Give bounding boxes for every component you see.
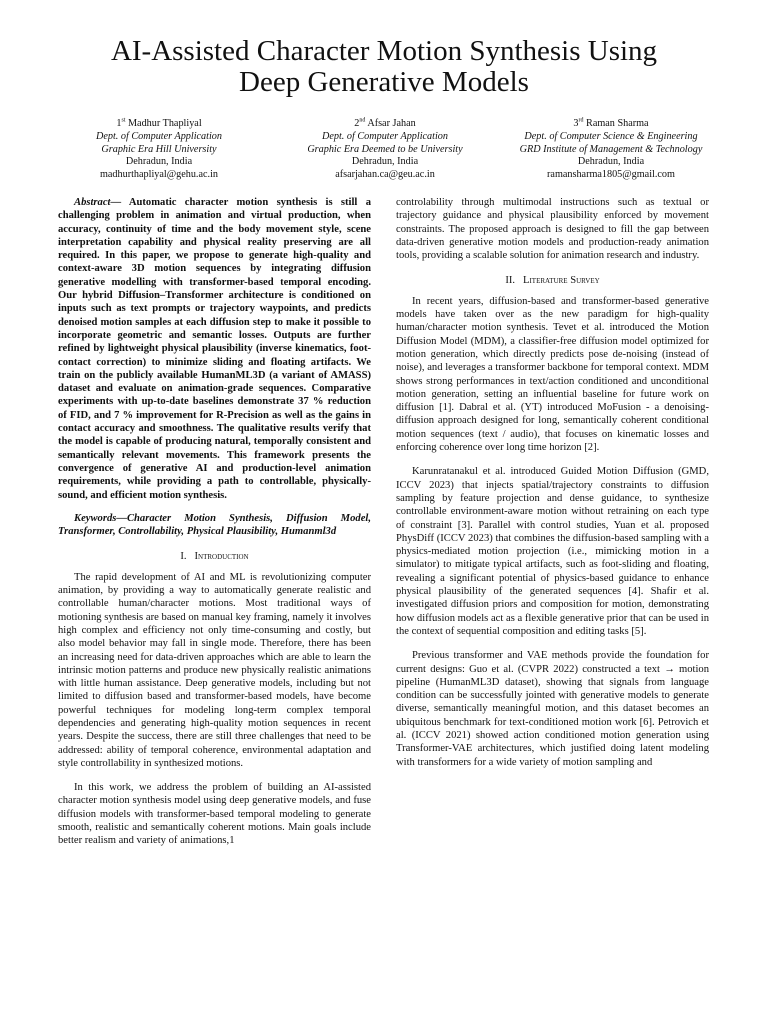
- left-column: [58, 196, 371, 848]
- author-block: [46, 118, 724, 182]
- section-heading-literature-survey: II. Literature Survey: [505, 275, 600, 287]
- right-column: [396, 196, 709, 769]
- intro-paragraph-continued: controlability through multimodal instructions such as textual or trajectory guidance and physical plausibility enforced by movement constraints. The proposed approach is designed to fill the gap between data-driven generative motion models and production-ready animation tools, providing a scalable solution for animation research and industry.: [396, 197, 709, 262]
- author-city: Dehradun, India: [125, 156, 193, 168]
- author-email: madhurthapliyal@gehu.ac.in: [99, 169, 218, 181]
- author-city: Dehradun, India: [351, 156, 419, 168]
- author-dept: Dept. of Computer Application: [321, 130, 448, 142]
- author-org: Graphic Era Hill University: [101, 143, 217, 155]
- title-line-2: Deep Generative Models: [239, 66, 529, 98]
- keywords: Keywords—Character Motion Synthesis, Diffusion Model, Transformer, Controllability, Physical Plausibility, Humanml3d: [58, 512, 371, 538]
- author-name: Madhur Thapliyal: [128, 118, 202, 129]
- intro-paragraph-2: In this work, we address the problem of building an AI-assisted character motion synthesis model using deep generative models, and fuse diffusion models with transformer-based temporal modeling to generate smooth, realistic and semantically coherent motions. Main goals include better realism and variety of animations,1: [58, 782, 371, 847]
- author-dept: Dept. of Computer Application: [95, 130, 222, 142]
- title-line-1: AI-Assisted Character Motion Synthesis Using: [110, 35, 658, 67]
- author-name: Raman Sharma: [586, 118, 649, 129]
- literature-paragraph-2: Karunratanakul et al. introduced Guided Motion Diffusion (GMD, ICCV 2023) that injects spatial/trajectory constraints to diffusion sampling by feature projection and dense guidance, to synthesize controllable environment-aware motion without retraining on each type of constraint [3]. Parallel with control studies, Yuan et al. proposed PhysDiff (ICCV 2023) that combines the diffusion-based sampling with a physics-mediated motion projection (i.e., mimicking motion in a simulator) to mitigate typical artifacts, such as foot-sliding and floating, revealing a significant potential of physics-based guidance to enhance physical plausibility of the generated sequences [4]. Shafir et al. investigated diffusion priors and composition for motion, demonstrating how diffusion models act as a flexible generative prior that can be used in the context of sequential composition and editing tasks [5].: [396, 466, 709, 637]
- author-name-line: 3rd Raman Sharma: [573, 117, 649, 129]
- literature-paragraph-1: In recent years, diffusion-based and transformer-based generative models have taken over as the new paradigm for high-quality human/character motion synthesis. Tevet et al. introduced the Motion Diffusion Model (MDM), a classifier-free diffusion model optimized for motion generation, which directly predicts pose de-noising (instead of noise), and leverages a transformer backbone for temporal context. MDM shows strong performances in text/action conditioned and unconditional motion generation, setting an influential baseline for future work on diffusion [1]. Dabral et al. (YT) introduced MoFusion - a denoising-diffusion approach designed for long, semantically coherent conditional motion sequences (text / audio), that focuses on kinematic losses and enforcing coherence over long time horizon [2].: [396, 295, 709, 454]
- author-1: [46, 118, 272, 182]
- author-name-line: 1st Madhur Thapliyal: [116, 117, 202, 129]
- author-org: GRD Institute of Management & Technology: [519, 143, 703, 155]
- author-name: Afsar Jahan: [367, 118, 416, 129]
- author-email: ramansharma1805@gmail.com: [547, 169, 675, 181]
- intro-paragraph-1: The rapid development of AI and ML is revolutionizing computer animation, by providing a way to automatically generate realistic and controllable human/character motions. Most traditional ways of motioning synthesis are based on manual key framing, namely it involves high complex and efficiency not only time-consuming and costly, but also model behavior may fall in single mode. Therefore, there has been an increasing need for data-driven approaches which are able to learn the intrinsic motion patterns and produce new physically realistic animations with little human assistance. Deep generative models, including but not limited to diffusion based and transformer-based models, have become powerful techniques for modeling long-term complex temporal dependencies and generating high-quality motion sequences in recent years. Despite the success, there are still three challenges that need to be addressed: ability of temporal coherence, environmental adaptation and style controllability in synthesized motions.: [58, 571, 371, 769]
- paper-title: [40, 36, 728, 98]
- author-email: afsarjahan.ca@geu.ac.in: [335, 169, 435, 181]
- author-name-line: 2nd Afsar Jahan: [354, 117, 416, 129]
- author-2: [272, 118, 498, 182]
- author-3: [498, 118, 724, 182]
- author-dept: Dept. of Computer Science & Engineering: [524, 130, 698, 142]
- literature-paragraph-3: Previous transformer and VAE methods provide the foundation for current designs: Guo et al. (CVPR 2022) constructed a text → motion pipeline (HumanML3D dataset), showing that signals from language condition can be successfully jointed with generative models to generate diverse, semantically meaningful motion, and this dataset becomes an ubiquitous benchmark for text-conditioned motion work [6]. Petrovich et al. (ICCV 2021) showed action conditioned motion generation using Transformer-VAE architectures, which justified doing latent modeling with transformers for a wide variety of motion sampling and: [396, 650, 709, 768]
- abstract-label: Abstract: [74, 197, 111, 208]
- author-city: Dehradun, India: [577, 156, 645, 168]
- abstract-text: — Automatic character motion synthesis is still a challenging problem in animation and virtual production, when accuracy, continuity of time and the body movement style, scene interpretation capability and physical reality preserving are all required. In this paper, we propose to generate high-quality and context-aware 3D motion sequences by integrating diffusion generative modelling with transformer-based temporal encoding. Our hybrid Diffusion–Transformer architecture is conditioned on inputs such as text prompts or trajectory waypoints, and predicts denoised motion samples at each diffusion step to make it possible to incorporate geometric and semantic losses. Outputs are further refined by lightweight physical plausibility (inverse kinematics, foot-contact correction) to minimize sliding and floating artifacts. We train on the publicly available HumanML3D (a variant of AMASS) dataset and evaluate on animation-grade sequences. Comparative experiments with up-to-date baselines demonstrate 37 % reduction of FID, and 7 % improvement for R-Precision as well as the gains in contact accuracy and smoothness. The qualitative results verify that the model is capable of producing natural, temporally consistent and semantically relevant movements. This framework presents the convergence of generative AI and production-level animation requirements, while providing a path to controllable, physically-sound, and efficient motion synthesis.: [58, 197, 371, 501]
- abstract: [58, 196, 371, 502]
- author-org: Graphic Era Deemed to be University: [307, 143, 463, 155]
- section-heading-introduction: I. Introduction: [180, 551, 249, 563]
